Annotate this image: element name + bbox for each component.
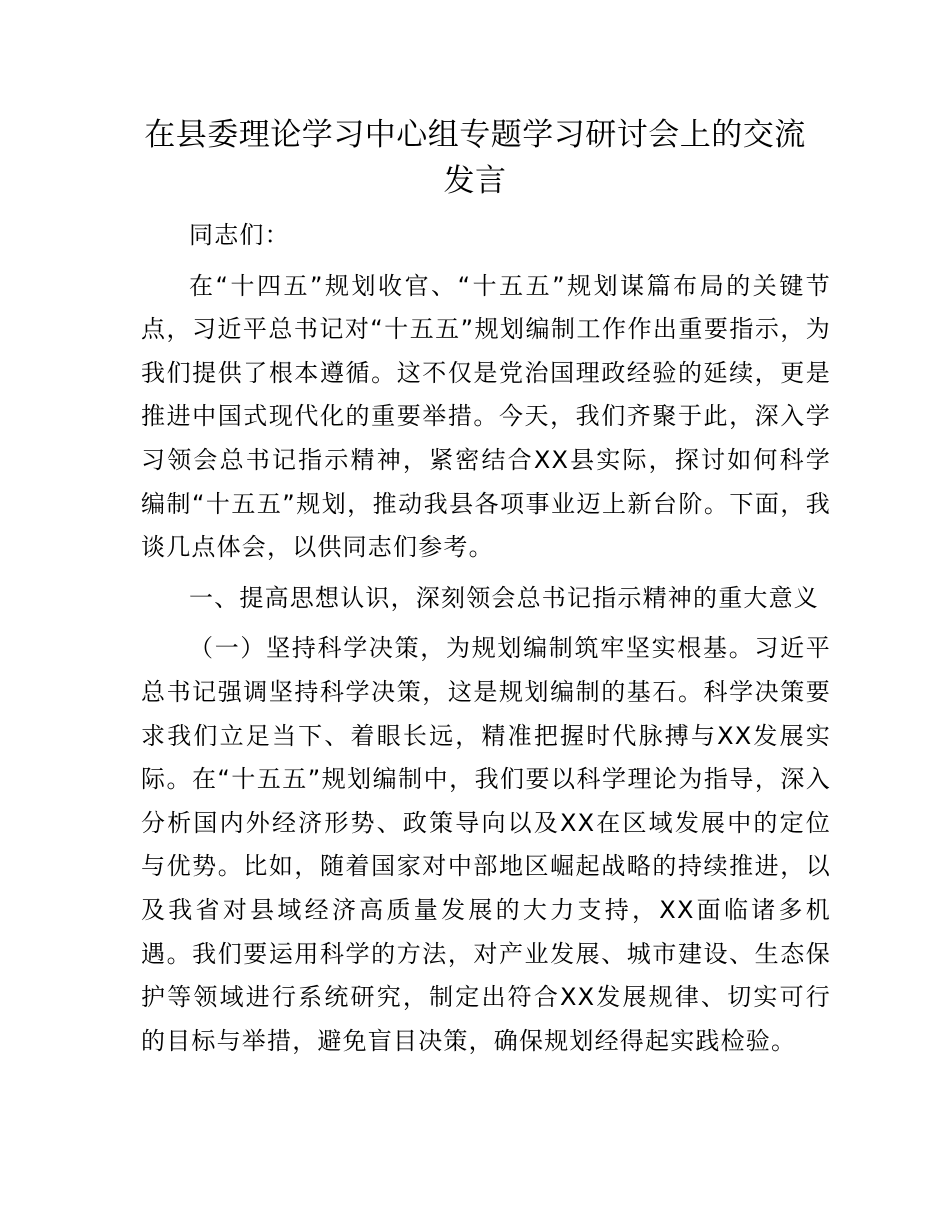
document-title: 在县委理论学习中心组专题学习研讨会上的交流发言	[144, 117, 806, 199]
section-heading-1: 一、提高思想认识，深刻领会总书记指示精神的重大意义	[189, 583, 819, 612]
paragraph-intro: 在“十四五”规划收官、“十五五”规划谋篇布局的关键节点，习近平总书记对“十五五”规划编制工作作出重要指示，为我们提供了根本遵循。这不仅是党治国理政经验的延续，更是推进中国式现代化的重要举措。今天，我们齐聚于此，深入学习领会总书记指示精神，紧密结合XX县实际，探讨如何科学编制“十五五”规划，推动我县各项事业迈上新台阶。下面，我谈几点体会，以供同志们参考。	[141, 271, 831, 562]
salutation: 同志们：	[189, 221, 290, 249]
document-body	[141, 214, 831, 1063]
paragraph-subsection-1: （一）坚持科学决策，为规划编制筑牢坚实根基。习近平总书记强调坚持科学决策，这是规划编制的基石。科学决策要求我们立足当下、着眼长远，精准把握时代脉搏与XX发展实际。在“十五五”规划编制中，我们要以科学理论为指导，深入分析国内外经济形势、政策导向以及XX在区域发展中的定位与优势。比如，随着国家对中部地区崛起战略的持续推进，以及我省对县域经济高质量发展的大力支持，XX面临诸多机遇。我们要运用科学的方法，对产业发展、城市建设、生态保护等领域进行系统研究，制定出符合XX发展规律、切实可行的目标与举措，避免盲目决策，确保规划经得起实践检验。	[141, 634, 831, 1055]
